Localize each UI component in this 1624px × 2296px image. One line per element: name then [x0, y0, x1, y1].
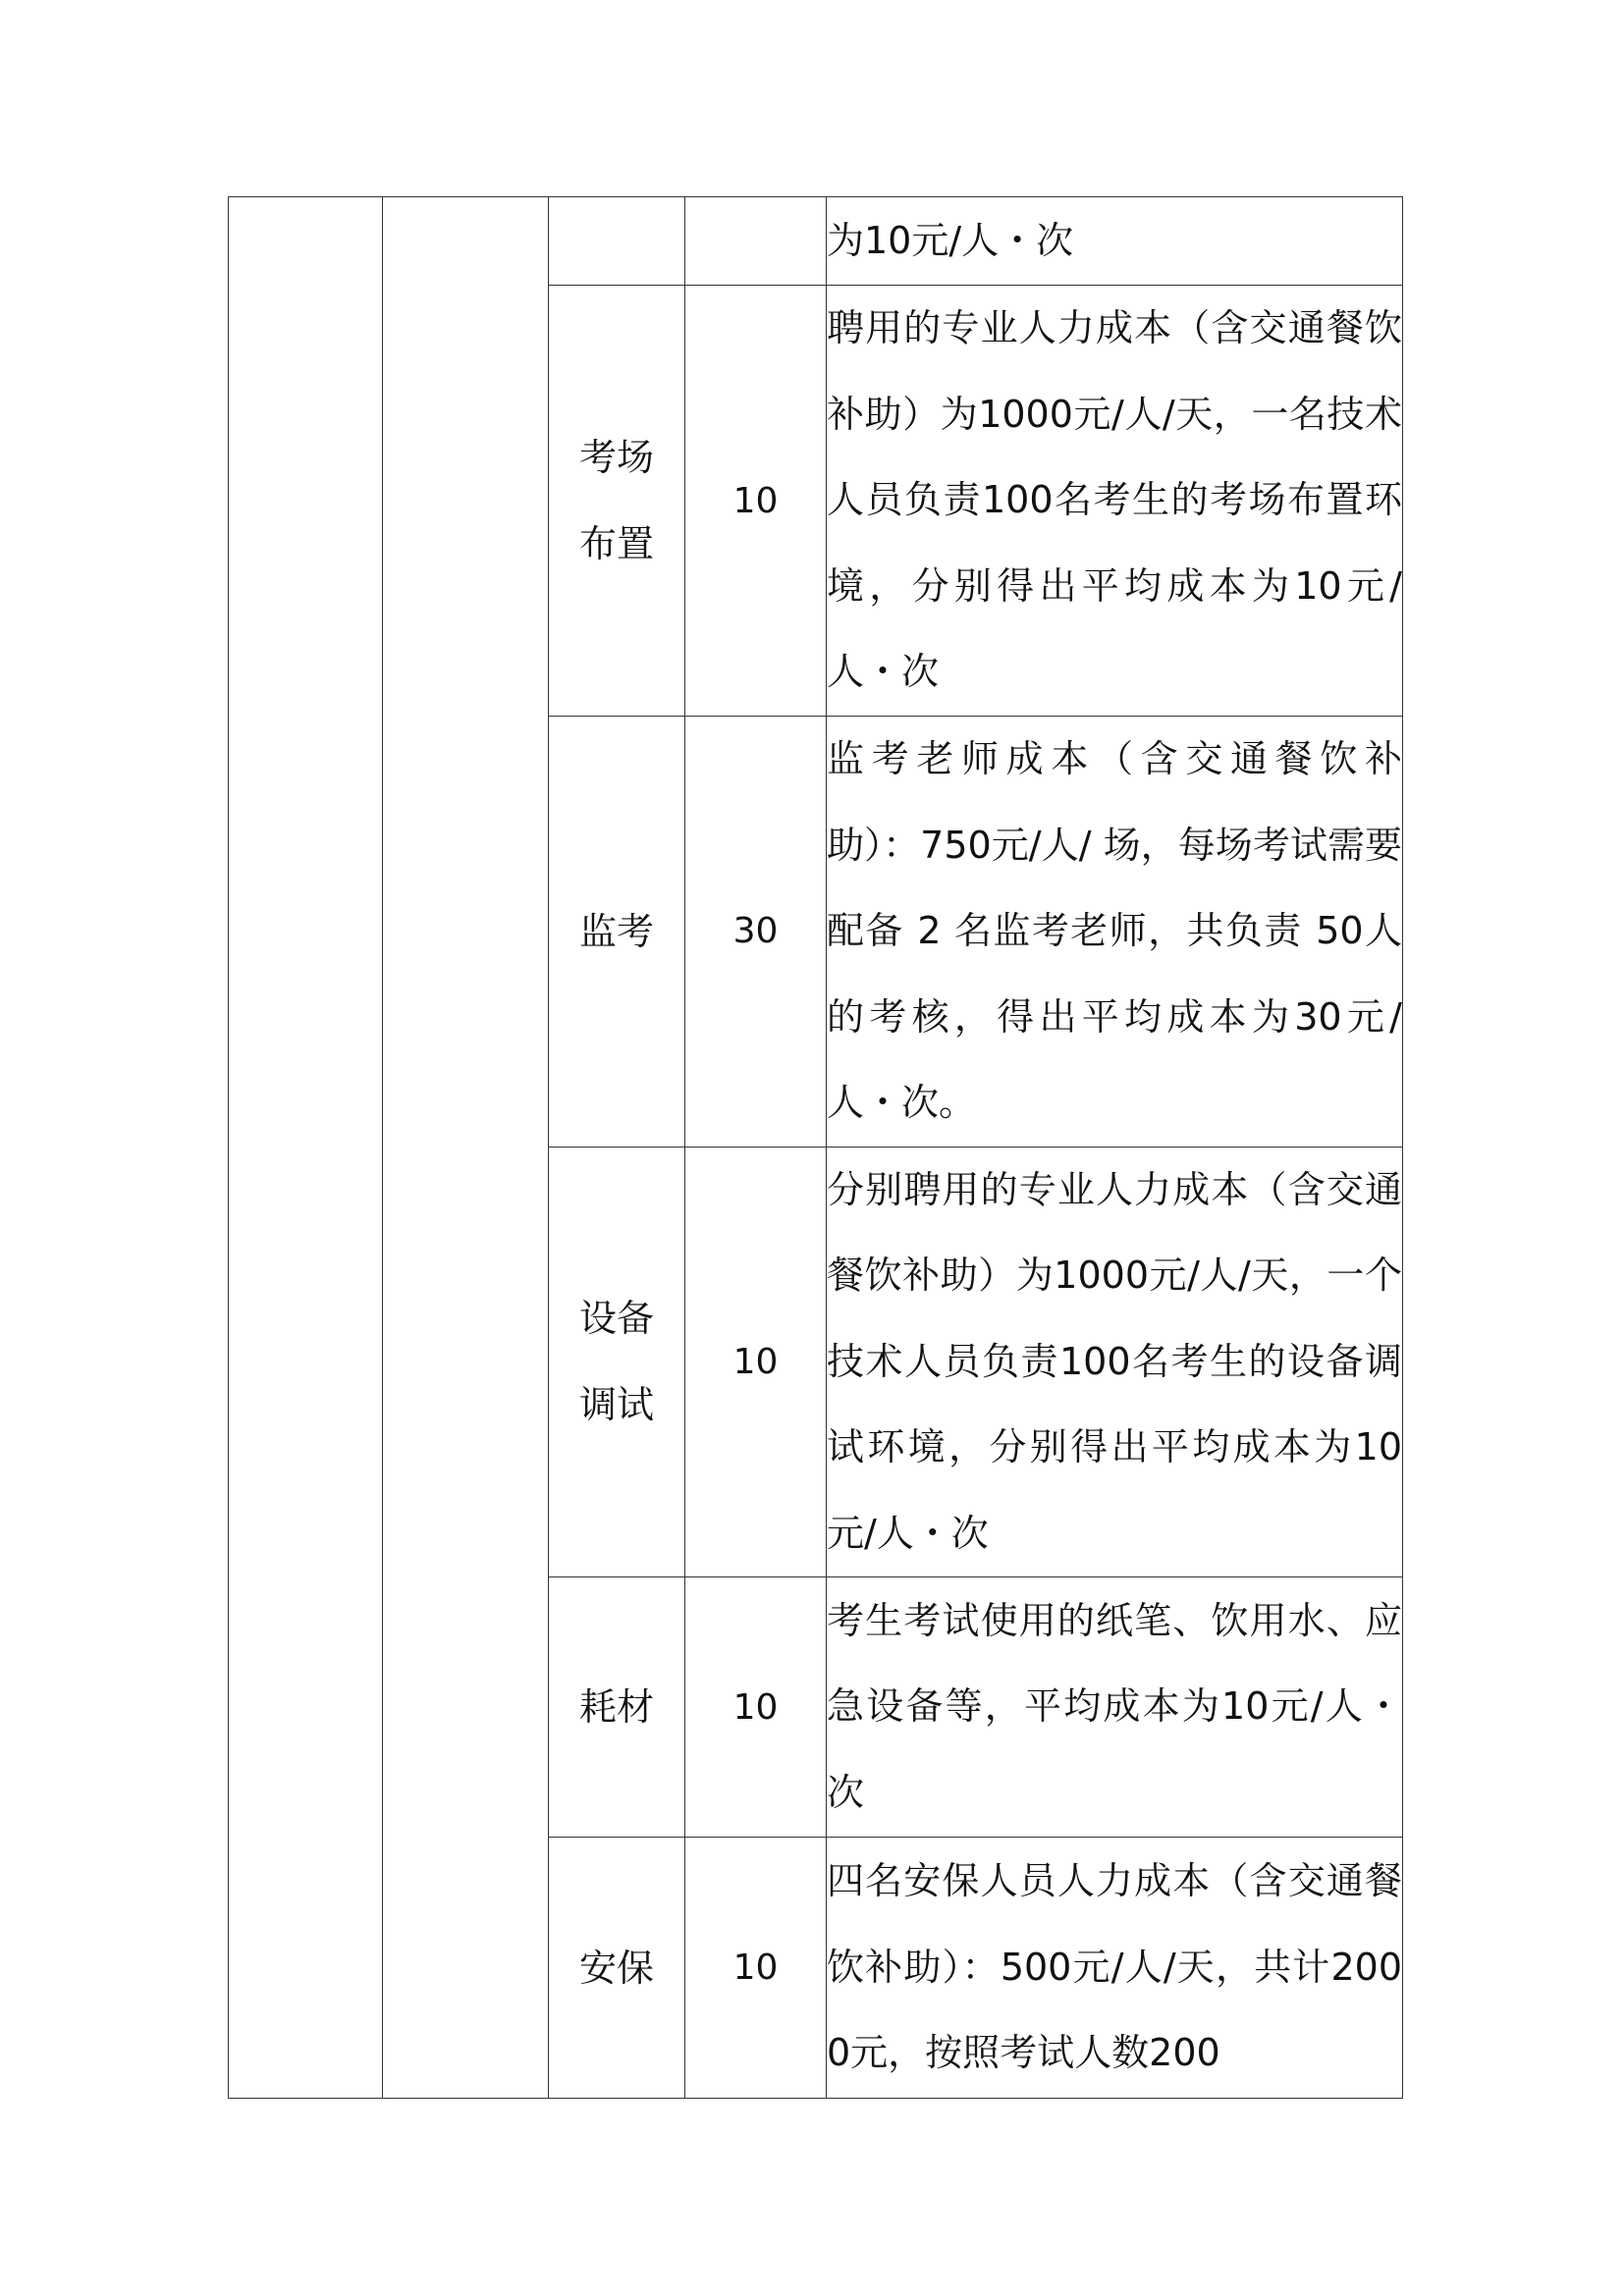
amount-cell	[685, 1838, 827, 2099]
item-cell	[549, 1577, 685, 1838]
merged-category-cell	[229, 197, 383, 2099]
amount-cell	[685, 1147, 827, 1577]
cost-breakdown-table	[228, 196, 1403, 2099]
item-name: 考场布置	[578, 436, 654, 565]
item-cell	[549, 717, 685, 1148]
description-text: 分别聘用的专业人力成本（含交通餐饮补助）为1000元/人/天，一个技术人员负责100名考生的设备调试环境，分别得出平均成本为10元/人・次	[827, 1167, 1402, 1555]
amount-cell	[685, 717, 827, 1148]
item-name: 安保	[578, 1946, 654, 1990]
amount-value: 10	[732, 1948, 779, 1988]
description-cell	[827, 1577, 1403, 1838]
item-cell	[549, 1838, 685, 2099]
description-text: 为10元/人・次	[827, 218, 1074, 262]
description-text: 聘用的专业人力成本（含交通餐饮补助）为1000元/人/天，一名技术人员负责100名考生的考场布置环境，分别得出平均成本为10元/人・次	[827, 306, 1402, 694]
amount-value: 10	[732, 480, 779, 521]
item-name: 耗材	[578, 1685, 654, 1729]
description-cell	[827, 1147, 1403, 1577]
description-cell	[827, 286, 1403, 717]
amount-value: 30	[732, 911, 779, 952]
item-name: 设备调试	[578, 1297, 654, 1427]
description-cell	[827, 197, 1403, 286]
item-cell	[549, 197, 685, 286]
merged-subcategory-cell	[383, 197, 549, 2099]
description-cell	[827, 1838, 1403, 2099]
item-cell	[549, 286, 685, 717]
description-text: 考生考试使用的纸笔、饮用水、应急设备等，平均成本为10元/人・次	[827, 1598, 1402, 1814]
description-text: 监考老师成本（含交通餐饮补助）：750元/人/ 场，每场考试需要配备 2 名监考老师，共负责 50人的考核，得出平均成本为30元/人・次。	[827, 737, 1402, 1124]
description-text: 四名安保人员人力成本（含交通餐饮补助）：500元/人/天，共计2000元，按照考试人数200	[827, 1859, 1402, 2075]
amount-cell	[685, 286, 827, 717]
amount-cell	[685, 1577, 827, 1838]
amount-cell	[685, 197, 827, 286]
item-name: 监考	[578, 909, 654, 953]
table-row	[229, 197, 1403, 286]
item-cell	[549, 1147, 685, 1577]
amount-value: 10	[732, 1341, 779, 1382]
amount-value: 10	[732, 1686, 779, 1728]
description-cell	[827, 717, 1403, 1148]
